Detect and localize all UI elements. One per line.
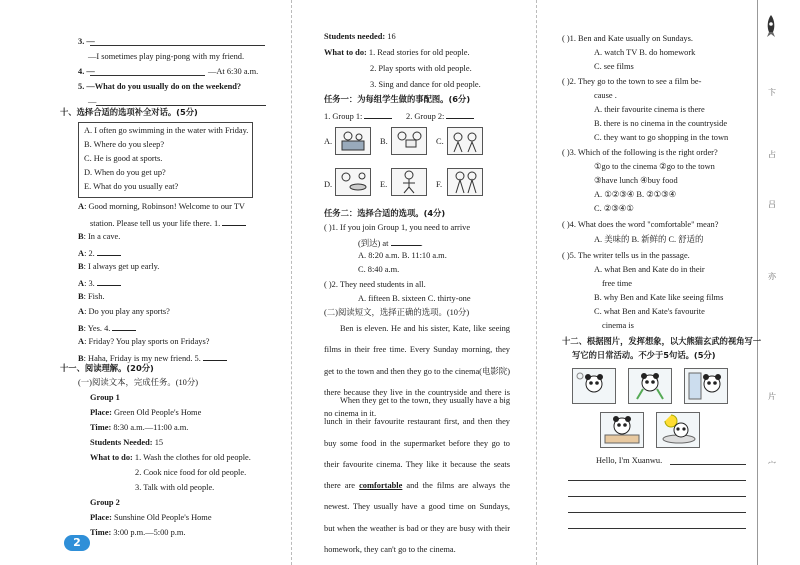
side-mark: 占 xyxy=(768,150,776,159)
dialog-line: B: Yes. 4. xyxy=(78,322,136,335)
group1-time: Time: 8:30 a.m.—11:00 a.m. xyxy=(90,423,189,432)
c3-q4: ( )4. What does the word "comfortable" mean? xyxy=(562,220,719,229)
c3-q5-c: C. what Ben and Kate's favourite xyxy=(594,307,705,316)
c3-q2: ( )2. They go to the town to see a film be- xyxy=(562,77,702,86)
dialog-line: B: Haha, Friday is my new friend. 5. xyxy=(78,352,227,365)
section-12-title-2: 写它的日常活动。不少于5句话。(5分) xyxy=(572,350,716,360)
answer-line-q3 xyxy=(90,45,265,46)
dialog-line: A: Friday? You play sports on Fridays? xyxy=(78,337,210,346)
answer-line-q4 xyxy=(90,75,205,76)
picture-playing-sports xyxy=(391,168,427,196)
q4-reply: —At 6:30 a.m. xyxy=(208,67,259,76)
writing-opener: Hello, I'm Xuanwu. xyxy=(596,456,663,465)
group1-place: Place: Green Old People's Home xyxy=(90,408,202,417)
side-mark: 亦 xyxy=(768,272,776,281)
rocket-icon xyxy=(764,14,778,40)
side-mark: 宀 xyxy=(768,460,776,469)
side-mark: 吕 xyxy=(768,200,776,209)
group1-todo: What to do: 1. Wash the clothes for old people. xyxy=(90,453,251,462)
panda-picture-2 xyxy=(628,368,672,404)
task2-q1-cont: (到达) at . xyxy=(358,239,423,248)
c3-q5-a2: free time xyxy=(602,279,632,288)
panda-picture-5 xyxy=(656,412,700,448)
writing-line-1 xyxy=(670,464,746,465)
panda-picture-3 xyxy=(684,368,728,404)
fold-line-left xyxy=(291,0,292,565)
option-e: E. What do you usually eat? xyxy=(84,182,179,191)
section-10-title: 十、选择合适的选项补全对话。(5分) xyxy=(60,107,198,117)
passage-p1: Ben is eleven. He and his sister, Kate, like seeing films in their free time. Every Sunday morning, they get to the town and then they go to the cinema(电影院) there because they live in the countryside and there is no cinema in it. xyxy=(324,324,510,419)
c3-q3-ab: A. ①②③④ B. ②①③④ xyxy=(594,190,677,199)
task-1-title: 任务一：为每组学生做的事配图。(6分) xyxy=(324,94,471,104)
column-1 xyxy=(60,0,275,565)
task1-group2: 2. Group 2: xyxy=(406,110,474,123)
todo-3: 3. Sing and dance for old people. xyxy=(370,80,481,89)
c3-q2-cont: cause . xyxy=(594,91,617,100)
group1-needed: Students Needed: 15 xyxy=(90,438,164,447)
side-mark: 片 xyxy=(768,392,776,401)
pic-label-f: F. xyxy=(436,180,443,189)
c3-q1-c: C. see films xyxy=(594,62,634,71)
picture-washing-clothes xyxy=(335,127,371,155)
task1-group1: 1. Group 1: xyxy=(324,110,392,123)
writing-line-4 xyxy=(568,512,746,513)
group2-place: Place: Sunshine Old People's Home xyxy=(90,513,212,522)
picture-singing-dancing xyxy=(447,168,483,196)
dialog-line: B: I always get up early. xyxy=(78,262,160,271)
c3-q3-s1: ①go to the cinema ②go to the town xyxy=(594,162,715,171)
passage-p2: When they get to the town, they usually have a big lunch in their favourite restaurant first, and then they buy some food in the supermarket before they go to their favourite cinema. They like it because the seats there are comfortable and the films are always the newest. They usually have a good time on Sundays, but when the weather is bad or they are busy with their homework, they can't go to the cinema. xyxy=(324,396,511,555)
c3-q3: ( )3. Which of the following is the right order? xyxy=(562,148,718,157)
c3-q4-opts: A. 美味的 B. 新鲜的 C. 舒适的 xyxy=(594,235,704,244)
section-2-title: (二)阅读短文，选择正确的选项。(10分) xyxy=(324,308,470,317)
todo-1: What to do: 1. Read stories for old people. xyxy=(324,48,470,57)
c3-q5: ( )5. The writer tells us in the passage. xyxy=(562,251,690,260)
writing-line-3 xyxy=(568,496,746,497)
panda-picture-4 xyxy=(600,412,644,448)
side-mark: 卞 xyxy=(768,88,776,97)
group2-title: Group 2 xyxy=(90,498,120,507)
option-d: D. When do you get up? xyxy=(84,168,166,177)
q4-label: 4. — xyxy=(78,67,95,76)
c3-q1-ab: A. watch TV B. do homework xyxy=(594,48,696,57)
option-a: A. I often go swimming in the water with Friday. xyxy=(84,126,249,135)
option-c: C. He is good at sports. xyxy=(84,154,163,163)
option-b: B. Where do you sleep? xyxy=(84,140,165,149)
q5-reply-label: — xyxy=(88,97,97,106)
c3-q2-b: B. there is no cinema in the countryside xyxy=(594,119,728,128)
column-3 xyxy=(562,0,762,565)
dialog-line: B: In a cave. xyxy=(78,232,121,241)
writing-line-2 xyxy=(568,480,746,481)
c3-q3-c: C. ②③④① xyxy=(594,204,634,213)
pic-label-a: A. xyxy=(324,137,333,146)
pic-label-d: D. xyxy=(324,180,333,189)
group1-todo-3: 3. Talk with old people. xyxy=(135,483,215,492)
q3-label: 3. — xyxy=(78,37,95,46)
q5-question: 5. —What do you usually do on the weekend? xyxy=(78,82,242,91)
writing-line-5 xyxy=(568,528,746,529)
task2-q1: ( )1. If you join Group 1, you need to arrive xyxy=(324,223,471,232)
dialog-line: B: Fish. xyxy=(78,292,105,301)
options-box xyxy=(78,122,253,198)
picture-talking xyxy=(447,127,483,155)
dialog-line: A: 3. xyxy=(78,277,121,290)
task2-q1-opts: A. 8:20 a.m. B. 11:10 a.m. xyxy=(358,251,447,260)
c3-q3-s2: ③have lunch ④buy food xyxy=(594,176,678,185)
fold-line-right xyxy=(536,0,537,565)
picture-reading-stories xyxy=(391,127,427,155)
page-number-badge: 2 xyxy=(64,535,90,551)
group1-title: Group 1 xyxy=(90,393,120,402)
section-11-title: 十一、阅读理解。(20分) xyxy=(60,363,154,373)
panda-picture-1 xyxy=(572,368,616,404)
task2-q2-opts: A. fifteen B. sixteen C. thirty-one xyxy=(358,294,471,303)
q3-reply: —I sometimes play ping-pong with my friend. xyxy=(88,52,245,61)
binding-line xyxy=(757,0,758,565)
pic-label-e: E. xyxy=(380,180,388,189)
c3-q1: ( )1. Ben and Kate usually on Sundays. xyxy=(562,34,693,43)
task-2-title: 任务二：选择合适的选项。(4分) xyxy=(324,208,446,218)
dialog-line: A: 2. xyxy=(78,247,121,260)
c3-q5-a: A. what Ben and Kate do in their xyxy=(594,265,705,274)
group2-time: Time: 3:00 p.m.—5:00 p.m. xyxy=(90,528,186,537)
c3-q2-a: A. their favourite cinema is there xyxy=(594,105,705,114)
pic-label-c: C. xyxy=(436,137,444,146)
picture-cooking xyxy=(335,168,371,196)
section-11-sub: (一)阅读文本，完成任务。(10分) xyxy=(78,378,199,387)
c3-q5-b: B. why Ben and Kate like seeing films xyxy=(594,293,724,302)
pic-label-b: B. xyxy=(380,137,388,146)
group1-todo-2: 2. Cook nice food for old people. xyxy=(135,468,247,477)
needed: Students needed: 16 xyxy=(324,32,396,41)
dialog-line: A: Do you play any sports? xyxy=(78,307,170,316)
dialog-line: A: Good morning, Robinson! Welcome to our TV xyxy=(78,202,245,211)
task2-q1-optc: C. 8:40 a.m. xyxy=(358,265,400,274)
c3-q2-c: C. they want to go shopping in the town xyxy=(594,133,729,142)
answer-line-q5 xyxy=(96,105,266,106)
section-12-title: 十二、根据图片，发挥想象，以大熊猫玄武的视角写一 xyxy=(562,336,762,346)
dialog-line: station. Please tell us your life there. 1. xyxy=(90,217,246,230)
c3-q5-c2: cinema is xyxy=(602,321,634,330)
column-2 xyxy=(324,0,520,565)
task2-q2: ( )2. They need students in all. xyxy=(324,280,426,289)
todo-2: 2. Play sports with old people. xyxy=(370,64,472,73)
